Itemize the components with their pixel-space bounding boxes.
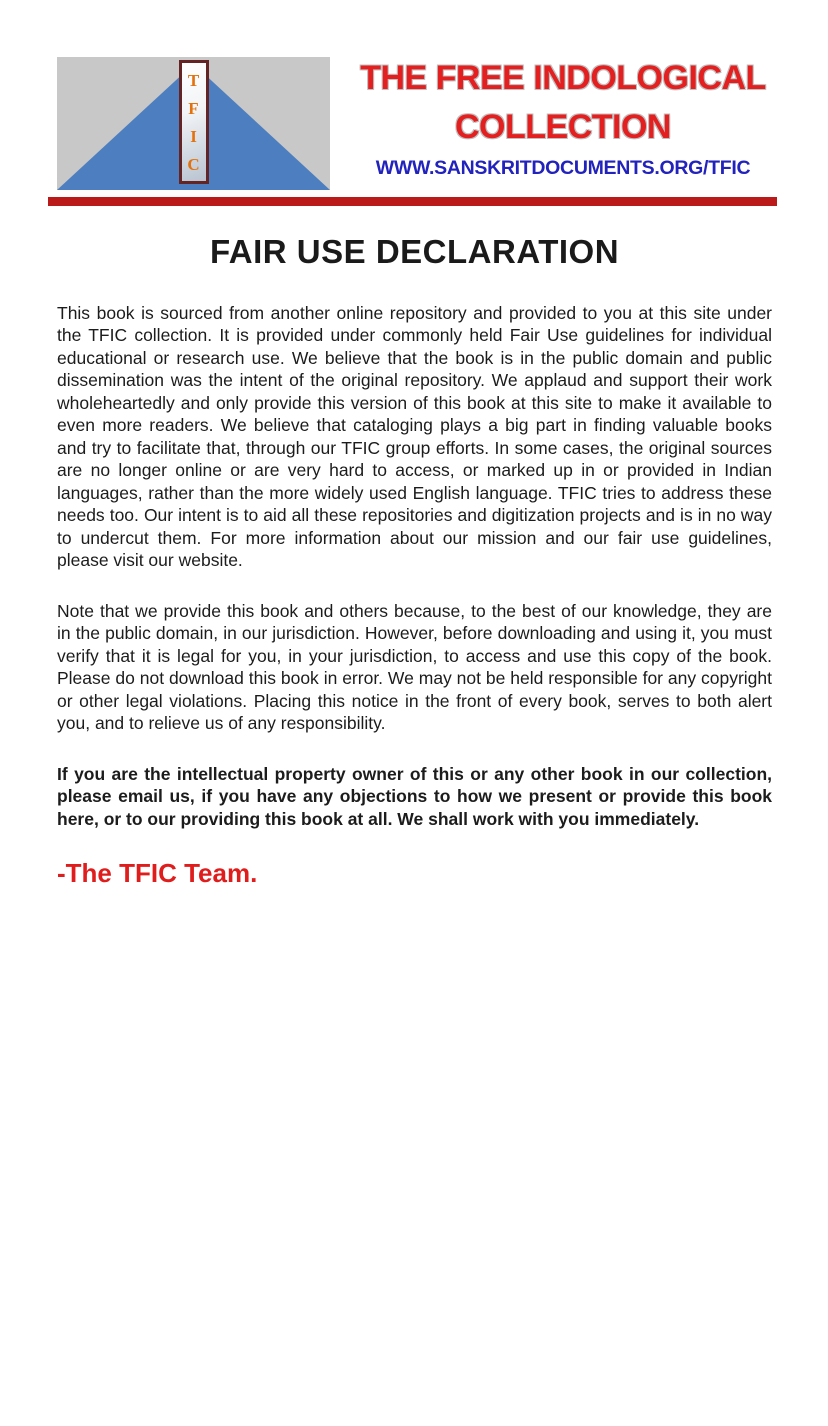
logo-column — [179, 60, 209, 184]
logo-letter: F — [188, 98, 199, 118]
double-red-rule — [48, 197, 777, 206]
collection-title-line1: THE FREE INDOLOGICAL — [360, 59, 766, 97]
collection-title-line2: COLLECTION — [455, 108, 671, 147]
header-title-block — [330, 57, 772, 180]
declaration-paragraph-2: Note that we provide this book and others because, to the best of our knowledge, they are in the public domain, in our jurisdiction. However, before downloading and using it, you must verify that it is legal for you, in your jurisdiction, to access and use this copy of the book. Please do not download this book in error. We may not be held responsible for any copyright or other legal violations. Placing this notice in the front of every book, serves to both alert you, and to relieve us of any responsibility. — [57, 600, 772, 734]
tfic-logo — [57, 57, 330, 190]
page-title: FAIR USE DECLARATION — [209, 233, 620, 270]
declaration-paragraph-1: This book is sourced from another online repository and provided to you at this site under the TFIC collection. It is provided under commonly held Fair Use guidelines for individual educational or research use. We believe that the book is in the public domain and public dissemination was the intent of the original repository. We applaud and support their work wholeheartedly and only provide this version of this book at this site to make it available to even more readers. We believe that cataloging plays a big part in finding valuable books and try to facilitate that, through our TFIC group efforts. In some cases, the original sources are no longer online or are very hard to access, or marked up in or provided in Indian languages, rather than the more widely used English language. TFIC tries to address these needs too. Our intent is to aid all these repositories and digitization projects and is in no way to undercut them. For more information about our mission and our fair use guidelines, please visit our website. — [57, 303, 772, 571]
logo-letter: T — [187, 70, 200, 90]
logo-letter: C — [187, 154, 200, 174]
page-header — [57, 57, 772, 190]
logo-letter: I — [190, 126, 197, 146]
declaration-body — [57, 302, 772, 830]
site-url: WWW.SANSKRITDOCUMENTS.ORG/TFIC — [375, 157, 751, 180]
tfic-team-signature: -The TFIC Team. — [57, 858, 258, 889]
declaration-paragraph-3-bold: If you are the intellectual property owner of this or any other book in our collection, please email us, if you have any objections to how we present or provide this book here, or to our providing this book at all. We shall work with you immediately. — [57, 763, 772, 829]
